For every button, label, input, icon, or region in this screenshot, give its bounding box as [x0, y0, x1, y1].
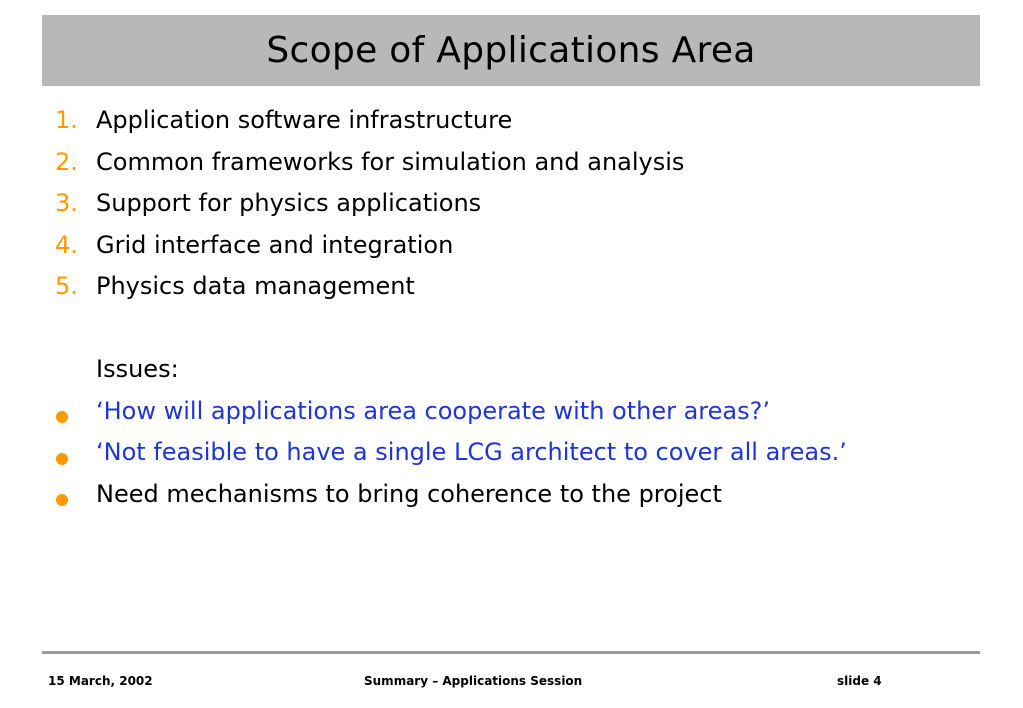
numbered-item — [55, 148, 995, 190]
issue-text: Need mechanisms to bring coherence to the project — [96, 479, 722, 508]
issue-item — [55, 480, 995, 522]
title-bar — [42, 15, 980, 86]
slide-title: Scope of Applications Area — [266, 30, 756, 71]
item-number: 3. — [55, 189, 78, 217]
slide-content — [55, 106, 995, 521]
issue-item — [55, 397, 995, 439]
issues-heading-row — [55, 355, 995, 397]
issues-heading: Issues: — [96, 355, 179, 383]
numbered-item — [55, 231, 995, 273]
item-number: 4. — [55, 230, 78, 259]
footer-session-title: Summary – Applications Session — [364, 674, 583, 688]
item-number: 1. — [55, 106, 78, 134]
item-text: Common frameworks for simulation and analysis — [96, 147, 685, 176]
item-text: Physics data management — [96, 272, 415, 300]
numbered-item — [55, 272, 995, 314]
issue-text: ‘Not feasible to have a single LCG architect to cover all areas.’ — [96, 438, 847, 466]
item-text: Application software infrastructure — [96, 106, 513, 134]
item-text: Grid interface and integration — [96, 230, 454, 259]
item-number: 5. — [55, 272, 78, 300]
bullet-dot-icon — [55, 447, 96, 471]
numbered-item — [55, 106, 995, 148]
issue-text: ‘How will applications area cooperate with other areas?’ — [96, 396, 770, 425]
bullet-dot-icon — [55, 488, 96, 512]
item-number: 2. — [55, 147, 78, 176]
bullet-dot-icon — [55, 405, 96, 429]
footer-date: 15 March, 2002 — [48, 674, 153, 688]
issue-item — [55, 438, 995, 480]
footer-divider — [42, 651, 980, 654]
item-text: Support for physics applications — [96, 189, 482, 217]
numbered-item — [55, 189, 995, 231]
footer-slide-number: slide 4 — [837, 674, 882, 688]
spacer — [55, 314, 995, 356]
